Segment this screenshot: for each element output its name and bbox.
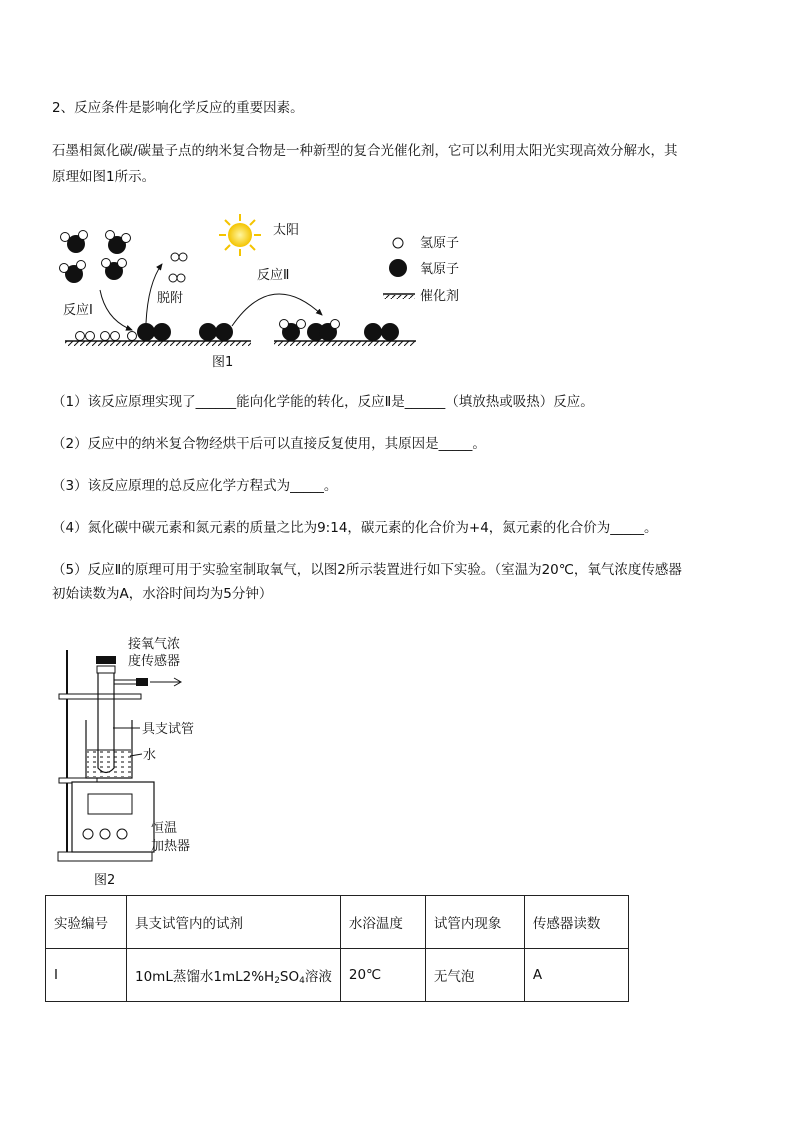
sub-question-5-line-1: （5）反应Ⅱ的原理可用于实验室制取氧气，以图2所示装置进行如下实验。（室温为20℃，氧气浓度传感器 [52, 562, 682, 578]
intro-line-1: 石墨相氮化碳/碳量子点的纳米复合物是一种新型的复合光催化剂，它可以利用太阳光实现高效分解水，其 [52, 143, 678, 159]
reagent-cell: 10mL蒸馏水$1mL2\%H_2SO_4$溶液 [127, 949, 341, 1002]
sun-icon [219, 214, 261, 256]
question-title: 2、反应条件是影响化学反应的重要因素。 [52, 100, 304, 116]
legend [383, 236, 459, 304]
water-bath [87, 750, 131, 777]
hydrogen-gas-icon [169, 253, 187, 282]
heater-knob-icon [100, 829, 110, 839]
catalyst-icon [383, 295, 415, 299]
legend-oxygen-label: 氧原子 [420, 262, 460, 277]
table-header: 水浴温度 [340, 896, 425, 949]
sub-question-2: （2）反应中的纳米复合物经烘干后可以直接反复使用，其原因是_____。 [52, 436, 486, 452]
stopper-icon [96, 656, 116, 664]
table-row [46, 949, 629, 1002]
figure-2-apparatus [50, 630, 270, 888]
heater-knob-icon [117, 829, 127, 839]
table-header-row [46, 896, 629, 949]
reaction-2-label: 反应Ⅱ [257, 268, 290, 283]
intro-line-2: 原理如图1所示。 [52, 169, 156, 185]
adsorbed-atoms-left [76, 323, 234, 341]
legend-catalyst-label: 催化剂 [420, 289, 460, 304]
sub-question-5-line-2: 初始读数为A，水浴时间均为5分钟） [52, 586, 273, 602]
sensor-label-2: 度传感器 [128, 654, 181, 669]
sub-question-4: （4）氮化碳中碳元素和氮元素的质量之比为9:14，碳元素的化合价为+4，氮元素的化合价为_____。 [52, 520, 658, 536]
desorb-label: 脱附 [157, 291, 184, 306]
adsorbed-atoms-right [280, 320, 400, 342]
sun-label: 太阳 [273, 223, 300, 238]
oxygen-atom-icon [389, 259, 407, 277]
heater-label-1: 恒温 [151, 821, 178, 836]
sensor-label-1: 接氧气浓 [128, 637, 181, 652]
sensor-reading: A [524, 949, 628, 1002]
figure-2-caption: 图2 [94, 873, 116, 888]
tube-phenomenon: 无气泡 [425, 949, 524, 1002]
sub-question-1: （1）该反应原理实现了______能向化学能的转化，反应Ⅱ是______（填放热或吸热）反应。 [52, 394, 594, 410]
water-label: 水 [143, 748, 157, 763]
heater-knob-icon [83, 829, 93, 839]
reaction-1-label: 反应Ⅰ [63, 303, 93, 318]
figure-1-diagram [50, 208, 490, 373]
sub-question-3: （3）该反应原理的总反应化学方程式为_____。 [52, 478, 338, 494]
heater-label-2: 加热器 [151, 839, 191, 854]
hydrogen-atom-icon [393, 238, 403, 248]
table-header: 具支试管内的试剂 [127, 896, 341, 949]
experiment-table [45, 895, 629, 1002]
stand-base [58, 852, 152, 861]
heater-display [88, 794, 132, 814]
experiment-id: I [46, 949, 127, 1002]
table-header: 传感器读数 [524, 896, 628, 949]
bath-temperature: 20℃ [340, 949, 425, 1002]
figure-1-caption: 图1 [212, 355, 234, 370]
legend-hydrogen-label: 氢原子 [420, 236, 460, 251]
table-header: 实验编号 [46, 896, 127, 949]
water-molecules-icon [60, 231, 131, 284]
tube-label: 具支试管 [142, 722, 195, 737]
constant-temperature-heater [72, 782, 154, 852]
table-header: 试管内现象 [425, 896, 524, 949]
